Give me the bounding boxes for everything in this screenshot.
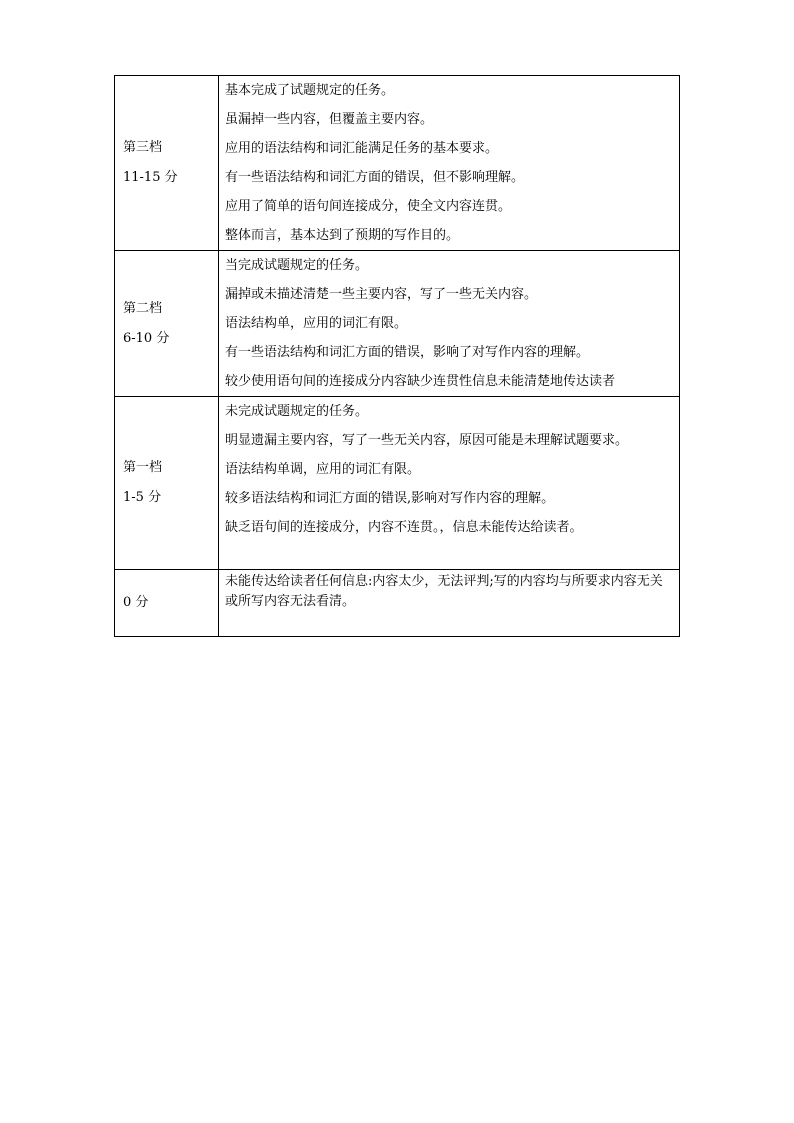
criteria-cell bbox=[219, 397, 680, 570]
criterion-text: 虽漏掉一些内容，但覆盖主要内容。 bbox=[225, 112, 434, 127]
level-score: 11-15 分 bbox=[123, 170, 178, 185]
criterion-text: 明显遗漏主要内容，写了一些无关内容，原因可能是未理解试题要求。 bbox=[225, 433, 629, 448]
criterion-text: 未完成试题规定的任务。 bbox=[225, 404, 369, 419]
criterion-text: 语法结构单调，应用的词汇有限。 bbox=[225, 462, 421, 477]
criterion-text: 较多语法结构和词汇方面的错误,影响对写作内容的理解。 bbox=[225, 491, 555, 506]
level-cell bbox=[115, 397, 219, 570]
criterion-text: 应用的语法结构和词汇能满足任务的基本要求。 bbox=[225, 141, 499, 156]
criterion-text: 当完成试题规定的任务。 bbox=[225, 258, 369, 273]
criterion-text: 漏掉或未描述清楚一些主要内容，写了一些无关内容。 bbox=[225, 287, 538, 302]
criteria-cell bbox=[219, 76, 680, 251]
scoring-rubric-table bbox=[114, 75, 680, 637]
criterion-text: 语法结构单，应用的词汇有限。 bbox=[225, 316, 408, 331]
level-cell bbox=[115, 76, 219, 251]
table-row bbox=[115, 570, 680, 637]
criterion-text: 基本完成了试题规定的任务。 bbox=[225, 83, 395, 98]
criterion-text: 整体而言，基本达到了预期的写作目的。 bbox=[225, 228, 460, 243]
criterion-text: 有一些语法结构和词汇方面的错误，影响了对写作内容的理解。 bbox=[225, 345, 590, 360]
criteria-cell bbox=[219, 570, 680, 637]
criterion-text: 缺乏语句间的连接成分，内容不连贯。，信息未能传达给读者。 bbox=[225, 520, 583, 535]
level-name: 第一档 bbox=[123, 460, 163, 475]
level-score: 6-10 分 bbox=[123, 330, 170, 346]
criterion-text: 较少使用语句间的连接成分内容缺少连贯性信息未能清楚地传达读者 bbox=[225, 374, 616, 389]
level-cell bbox=[115, 570, 219, 637]
criterion-text: 应用了简单的语句间连接成分，使全文内容连贯。 bbox=[225, 199, 512, 214]
level-score: 0 分 bbox=[123, 595, 149, 610]
level-cell bbox=[115, 251, 219, 397]
level-name: 第二档 bbox=[123, 300, 163, 316]
table-row bbox=[115, 397, 680, 570]
table-row bbox=[115, 76, 680, 251]
level-score: 1-5 分 bbox=[123, 490, 162, 505]
criterion-text: 未能传达给读者任何信息:内容太少，无法评判;写的内容均与所要求内容无关或所写内容无法看清。 bbox=[225, 574, 663, 609]
level-name: 第三档 bbox=[123, 140, 163, 155]
criteria-cell bbox=[219, 251, 680, 397]
table-row bbox=[115, 251, 680, 397]
criterion-text: 有一些语法结构和词汇方面的错误，但不影响理解。 bbox=[225, 170, 525, 185]
